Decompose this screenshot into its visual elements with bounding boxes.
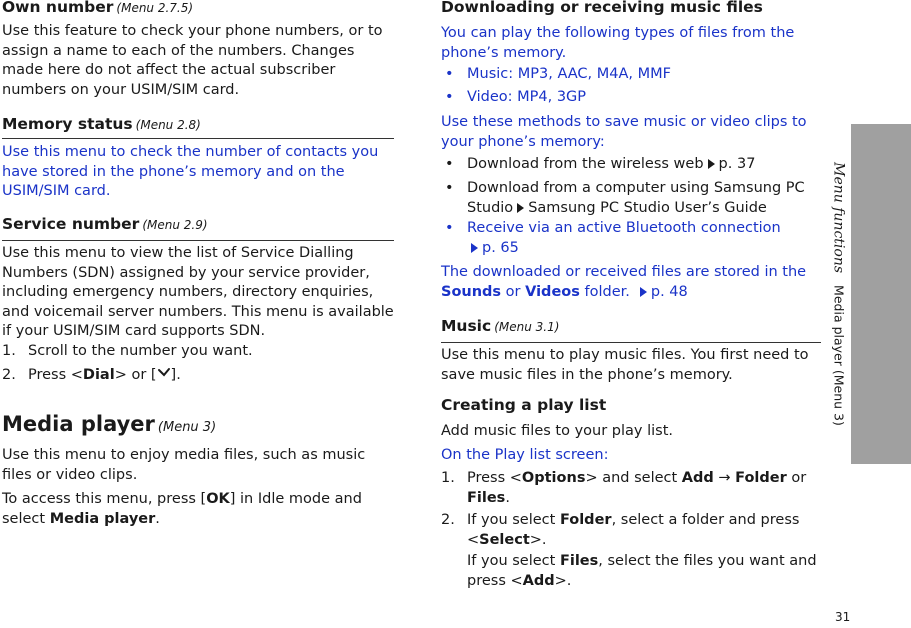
list-item: • Video: MP4, 3GP: [445, 89, 587, 105]
stored-note: The downloaded or received files are stored in the Sounds or Videos folder. p. 48: [441, 264, 807, 300]
divider: [2, 240, 394, 241]
media-player-body: Use this menu to enjoy media files, such as music files or video clips.: [2, 447, 366, 483]
list-item: • Receive via an active Bluetooth connection p. 65: [445, 220, 781, 256]
arrow-icon: [640, 287, 647, 297]
list-item: 1. Scroll to the number you want.: [2, 343, 253, 359]
heading-downloading: Downloading or receiving music files: [441, 0, 763, 16]
arrow-icon: [471, 243, 478, 253]
play-list-screen: On the Play list screen:: [441, 447, 609, 463]
heading-memory-status: Memory status (Menu 2.8): [2, 115, 201, 133]
list-item: 1. Press <Options> and select Add → Folder or Files.: [441, 470, 807, 506]
service-number-body: Use this menu to view the list of Service Dialling Numbers (SDN) assigned by your service provider, including emergency numbers, directory enquiries, and voicemail server numbers. This menu is available if your USIM/SIM card supports SDN.: [2, 245, 394, 339]
methods-intro: Use these methods to save music or video clips to your phone’s memory:: [441, 114, 807, 150]
heading-own-number: Own number (Menu 2.7.5): [2, 0, 194, 16]
divider: [441, 342, 821, 343]
music-body: Use this menu to play music files. You first need to save music files in the phone’s memory.: [441, 347, 809, 383]
send-key-icon: [157, 367, 171, 380]
list-item: • Download from a computer using Samsung PC Studio Samsung PC Studio User’s Guide: [445, 180, 805, 216]
memory-status-body: Use this menu to check the number of contacts you have stored in the phone’s memory and on the USIM/SIM card.: [2, 144, 379, 199]
list-item: 2. If you select Folder, select a folder and press <Select>.: [441, 512, 800, 548]
media-player-access: To access this menu, press [OK] in Idle mode and select Media player.: [2, 491, 362, 527]
chapter-tab: [851, 124, 911, 464]
download-intro: You can play the following types of files from the phone’s memory.: [441, 25, 795, 61]
heading-media-player: Media player (Menu 3): [2, 412, 217, 436]
arrow-icon: [708, 159, 715, 169]
list-item: • Download from the wireless web p. 37: [445, 156, 756, 172]
play-list-body: Add music files to your play list.: [441, 423, 673, 439]
heading-service-number: Service number (Menu 2.9): [2, 215, 208, 233]
heading-music: Music (Menu 3.1): [441, 317, 560, 335]
list-item: • Music: MP3, AAC, M4A, MMF: [445, 66, 672, 82]
list-item: If you select Files, select the files you want and press <Add>.: [467, 553, 817, 589]
divider: [2, 138, 394, 139]
own-number-body: Use this feature to check your phone numbers, or to assign a name to each of the numbers. Changes made here do not affect the actual subscriber numbers on your USIM/SIM card.: [2, 23, 383, 98]
list-item: 2. Press <Dial> or [ ].: [2, 367, 181, 383]
page-number: 31: [835, 610, 851, 624]
sidebar-label: Menu functionsMedia player (Menu 3): [830, 162, 847, 426]
arrow-icon: [517, 203, 524, 213]
heading-play-list: Creating a play list: [441, 396, 607, 414]
